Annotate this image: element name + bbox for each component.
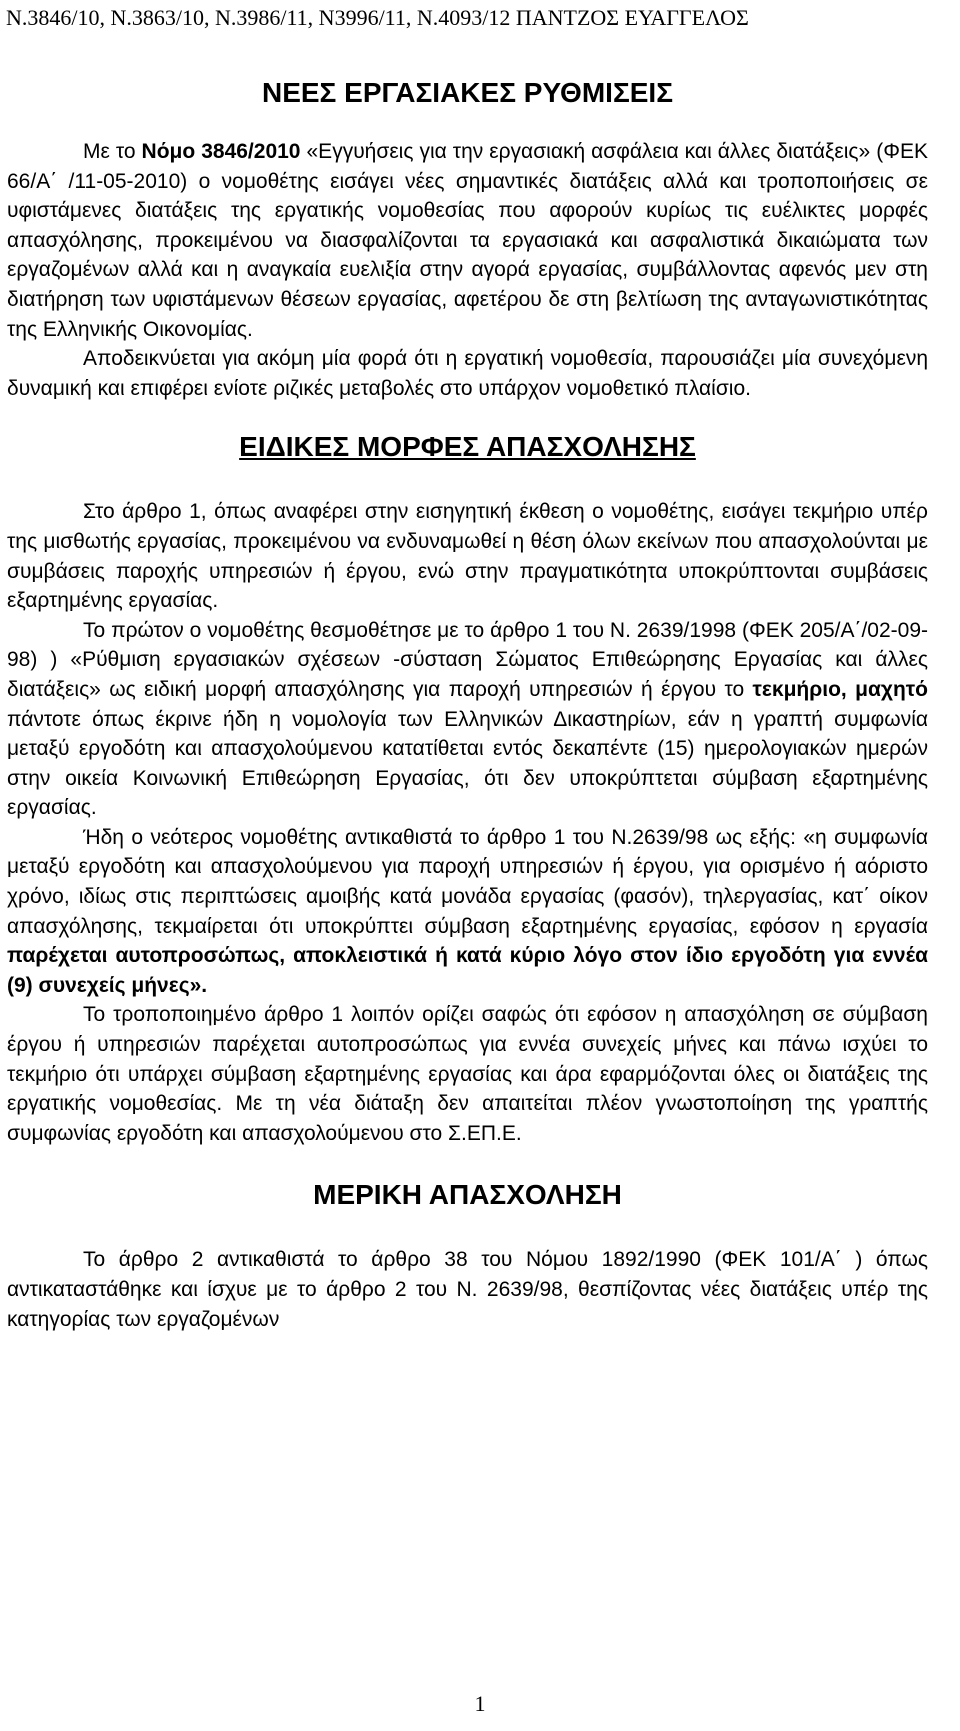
section-title-new-labour-regulations: ΝΕΕΣ ΕΡΓΑΣΙΑΚΕΣ ΡΥΘΜΙΣΕΙΣ xyxy=(261,77,674,108)
paragraph-text: Με το xyxy=(83,140,142,163)
document-body xyxy=(7,76,928,1334)
law-reference-bold: Νόμο 3846/2010 xyxy=(141,140,301,163)
section-title-part-time-employment: ΜΕΡΙΚΗ ΑΠΑΣΧΟΛΗΣΗ xyxy=(313,1179,622,1211)
paragraph-article-2: Το άρθρο 2 αντικαθιστά το άρθρο 38 του Νόμου 1892/1990 (ΦΕΚ 101/Α΄ ) όπως αντικαταστάθηκε και ίσχυε με το άρθρο 2 του Ν. 2639/98, θεσπίζοντας νέες διατάξεις υπέρ της κατηγορίας των εργαζομένων xyxy=(7,1248,928,1331)
rebuttable-presumption-bold: τεκμήριο, μαχητό xyxy=(752,677,929,701)
section-title-special-employment-forms: ΕΙΔΙΚΕΣ ΜΟΡΦΕΣ ΑΠΑΣΧΟΛΗΣΗΣ xyxy=(239,431,696,463)
running-header: Ν.3846/10, Ν.3863/10, Ν.3986/11, Ν3996/11, Ν.4093/12 ΠΑΝΤΖΟΣ ΕΥΑΓΓΕΛΟΣ xyxy=(6,5,749,30)
paragraph-law-2639-1998 xyxy=(7,616,928,823)
nine-months-clause-bold: παρέχεται αυτοπροσώπως, αποκλειστικά ή κατά κύριο λόγο στον ίδιο εργοδότη για εννέα (9) συνεχείς μήνες». xyxy=(7,944,928,997)
paragraph-text: «Εγγυήσεις για την εργασιακή ασφάλεια και άλλες διατάξεις» (ΦΕΚ 66/Α΄ /11-05-2010) ο νομοθέτης εισάγει νέες σημαντικές διατάξεις αλλά και τροποποιήσεις σε υφιστάμενες διατάξεις της εργατικής νομοθεσίας που αφορούν κυρίως τις ευέλικτες μορφές απασχόλησης, προκειμένου να διασφαλίζονται τα εργασιακά και ασφαλιστικά δικαιώματα των εργαζομένων αλλά και η αναγκαία ευελιξία στην αγορά εργασίας, συμβάλλοντας αφενός μεν στη διατήρηση των υφιστάμενων θέσεων εργασίας, αφετέρου δε στη βελτίωση της ανταγωνιστικότητας της Ελληνικής Οικονομίας. xyxy=(7,140,928,341)
paragraph-law-3846 xyxy=(7,137,928,344)
paragraph-article-1-presumption: Στο άρθρο 1, όπως αναφέρει στην εισηγητική έκθεση ο νομοθέτης, εισάγει τεκμήριο υπέρ της μισθωτής εργασίας, προκειμένου να ενδυναμωθεί η θέση όλων εκείνων που απασχολούνται με συμβάσεις παροχής υπηρεσιών ή έργου, ενώ στην πραγματικότητα υποκρύπτονται συμβάσεις εξαρτημένης εργασίας. xyxy=(7,500,928,613)
page-number: 1 xyxy=(474,1691,486,1716)
paragraph-amended-article-1: Το τροποποιημένο άρθρο 1 λοιπόν ορίζει σαφώς ότι εφόσον η απασχόληση σε σύμβαση έργου ή υπηρεσιών παρέχεται αυτοπροσώπως για εννέα συνεχείς μήνες και πάνω ισχύει το τεκμήριο ότι υπάρχει σύμβαση εξαρτημένης εργασίας και άρα εφαρμόζονται όλες οι διατάξεις της εργατικής νομοθεσίας. Με τη νέα διάταξη δεν απαιτείται πλέον γνωστοποίηση της γραπτής συμφωνίας εργοδότη και απασχολούμενου στο Σ.ΕΠ.Ε. xyxy=(7,1003,928,1145)
paragraph-labour-law-dynamics: Αποδεικνύεται για ακόμη μία φορά ότι η εργατική νομοθεσία, παρουσιάζει μία συνεχόμενη δυναμική και επιφέρει ενίοτε ριζικές μεταβολές στο υπάρχον νομοθετικό πλαίσιο. xyxy=(7,347,928,400)
paragraph-text: Ήδη ο νεότερος νομοθέτης αντικαθιστά το άρθρο 1 του Ν.2639/98 ως εξής: «η συμφωνία μεταξύ εργοδότη και απασχολούμενου για παροχή υπηρεσιών ή έργου, για ορισμένο ή αόριστο χρόνο, ιδίως στις περιπτώσεις αμοιβής κατά μονάδα εργασίας (φασόν), τηλεργασίας, κατ΄ οίκον απασχόλησης, τεκμαίρεται ότι υποκρύπτει σύμβαση εξαρτημένης εργασίας, εφόσον η εργασία xyxy=(7,825,928,938)
paragraph-text: Το πρώτον ο νομοθέτης θεσμοθέτησε με το άρθρο 1 του Ν. 2639/1998 (ΦΕΚ 205/Α΄/02-09-98) ) «Ρύθμιση εργασιακών σχέσεων -σύσταση Σώματος Επιθεώρησης Εργασίας και άλλες διατάξεις» ως ειδική μορφή απασχόλησης για παροχή υπηρεσιών ή έργου το xyxy=(7,618,928,701)
paragraph-new-article-1 xyxy=(7,823,928,1001)
paragraph-text: πάντοτε όπως έκρινε ήδη η νομολογία των Ελληνικών Δικαστηρίων, εάν η γραπτή συμφωνία μεταξύ εργοδότη και απασχολούμενου κατατίθεται εντός δεκαπέντε (15) ημερολογιακών ημερών στην οικεία Κοινωνική Επιθεώρηση Εργασίας, ότι δεν υποκρύπτεται σύμβαση εξαρτημένης εργασίας. xyxy=(7,707,928,820)
